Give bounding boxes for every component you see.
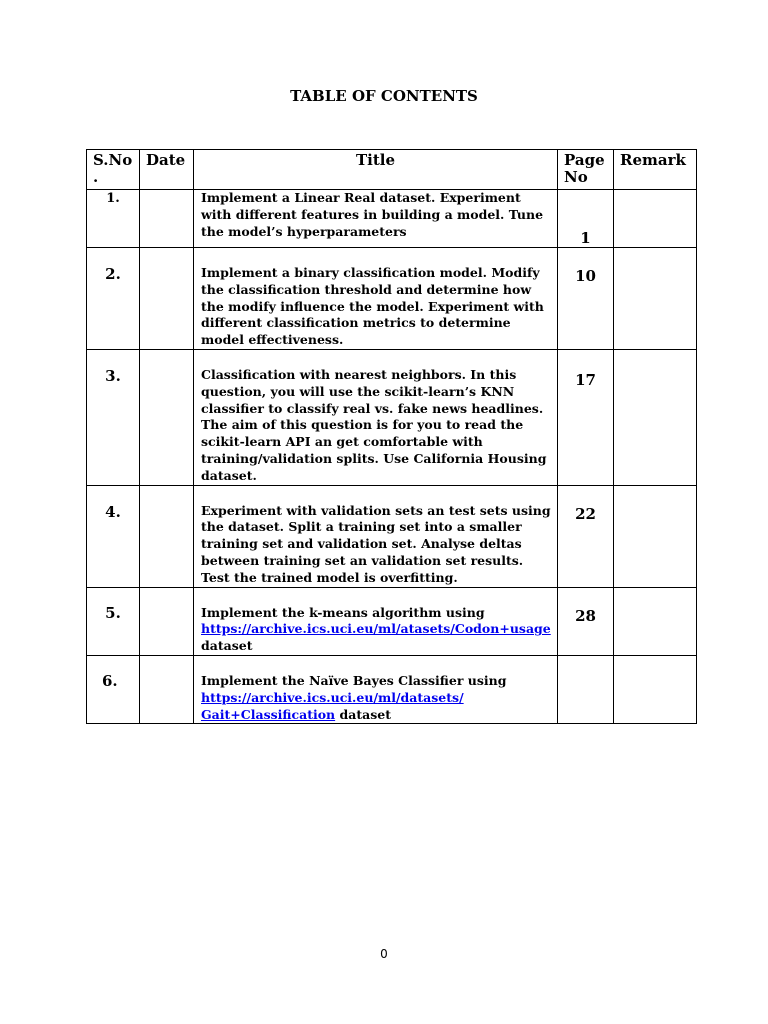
row-page: 17 [558, 349, 614, 485]
header-title: Title [194, 150, 558, 190]
table-header-row [87, 150, 697, 190]
header-sno: S.No . [87, 150, 140, 190]
dataset-link[interactable]: https://archive.ics.uci.eu/ml/atasets/Codon+usage [201, 621, 551, 637]
row-date [140, 349, 194, 485]
table-row [87, 655, 697, 723]
toc-table [86, 149, 697, 724]
page-title: TABLE OF CONTENTS [290, 87, 478, 105]
row-sno: 1. [87, 190, 140, 248]
row-page: 22 [558, 485, 614, 587]
row-sno: 4. [87, 485, 140, 587]
table-row [87, 485, 697, 587]
table-row [87, 190, 697, 248]
row-date [140, 248, 194, 350]
row-remark [614, 485, 697, 587]
row-remark [614, 349, 697, 485]
dataset-link[interactable]: https://archive.ics.uci.eu/ml/datasets/ Gait+Classification [201, 689, 464, 722]
table-row [87, 349, 697, 485]
row-date [140, 485, 194, 587]
row-title: Implement a Linear Real dataset. Experiment with different features in building a model. Tune the model’s hyperparameters [194, 190, 558, 248]
row-page: 10 [558, 248, 614, 350]
row-date [140, 587, 194, 655]
row-remark [614, 190, 697, 248]
row-page [558, 655, 614, 723]
header-remark: Remark [614, 150, 697, 190]
row-title-text: Implement the k-means algorithm using [201, 604, 485, 620]
row-sno: 6. [87, 655, 140, 723]
row-remark [614, 655, 697, 723]
row-remark [614, 587, 697, 655]
row-title [194, 655, 558, 723]
page-number: 0 [380, 947, 388, 961]
header-page-no: Page No [558, 150, 614, 190]
row-title: Experiment with validation sets an test sets using the dataset. Split a training set into a smaller training set and validation set. Analyse deltas between training set an validation set results. Test the trained model is overfitting. [194, 485, 558, 587]
row-title: Implement a binary classification model. Modify the classification threshold and determine how the modify influence the model. Experiment with different classification metrics to determine model effectiveness. [194, 248, 558, 350]
row-title: Classification with nearest neighbors. In this question, you will use the scikit-learn’s KNN classifier to classify real vs. fake news headlines. The aim of this question is for you to read the scikit-learn API an get comfortable with training/validation splits. Use California Housing dataset. [194, 349, 558, 485]
header-date: Date [140, 150, 194, 190]
row-title-suffix: dataset [339, 706, 391, 722]
row-sno: 3. [87, 349, 140, 485]
row-page: 28 [558, 587, 614, 655]
row-date [140, 190, 194, 248]
row-date [140, 655, 194, 723]
row-title-suffix: dataset [201, 638, 253, 654]
row-sno: 2. [87, 248, 140, 350]
row-page: 1 [558, 190, 614, 248]
row-title [194, 587, 558, 655]
row-title-text: Implement the Naïve Bayes Classifier using [201, 672, 507, 688]
row-sno: 5. [87, 587, 140, 655]
table-row [87, 587, 697, 655]
row-remark [614, 248, 697, 350]
table-row [87, 248, 697, 350]
